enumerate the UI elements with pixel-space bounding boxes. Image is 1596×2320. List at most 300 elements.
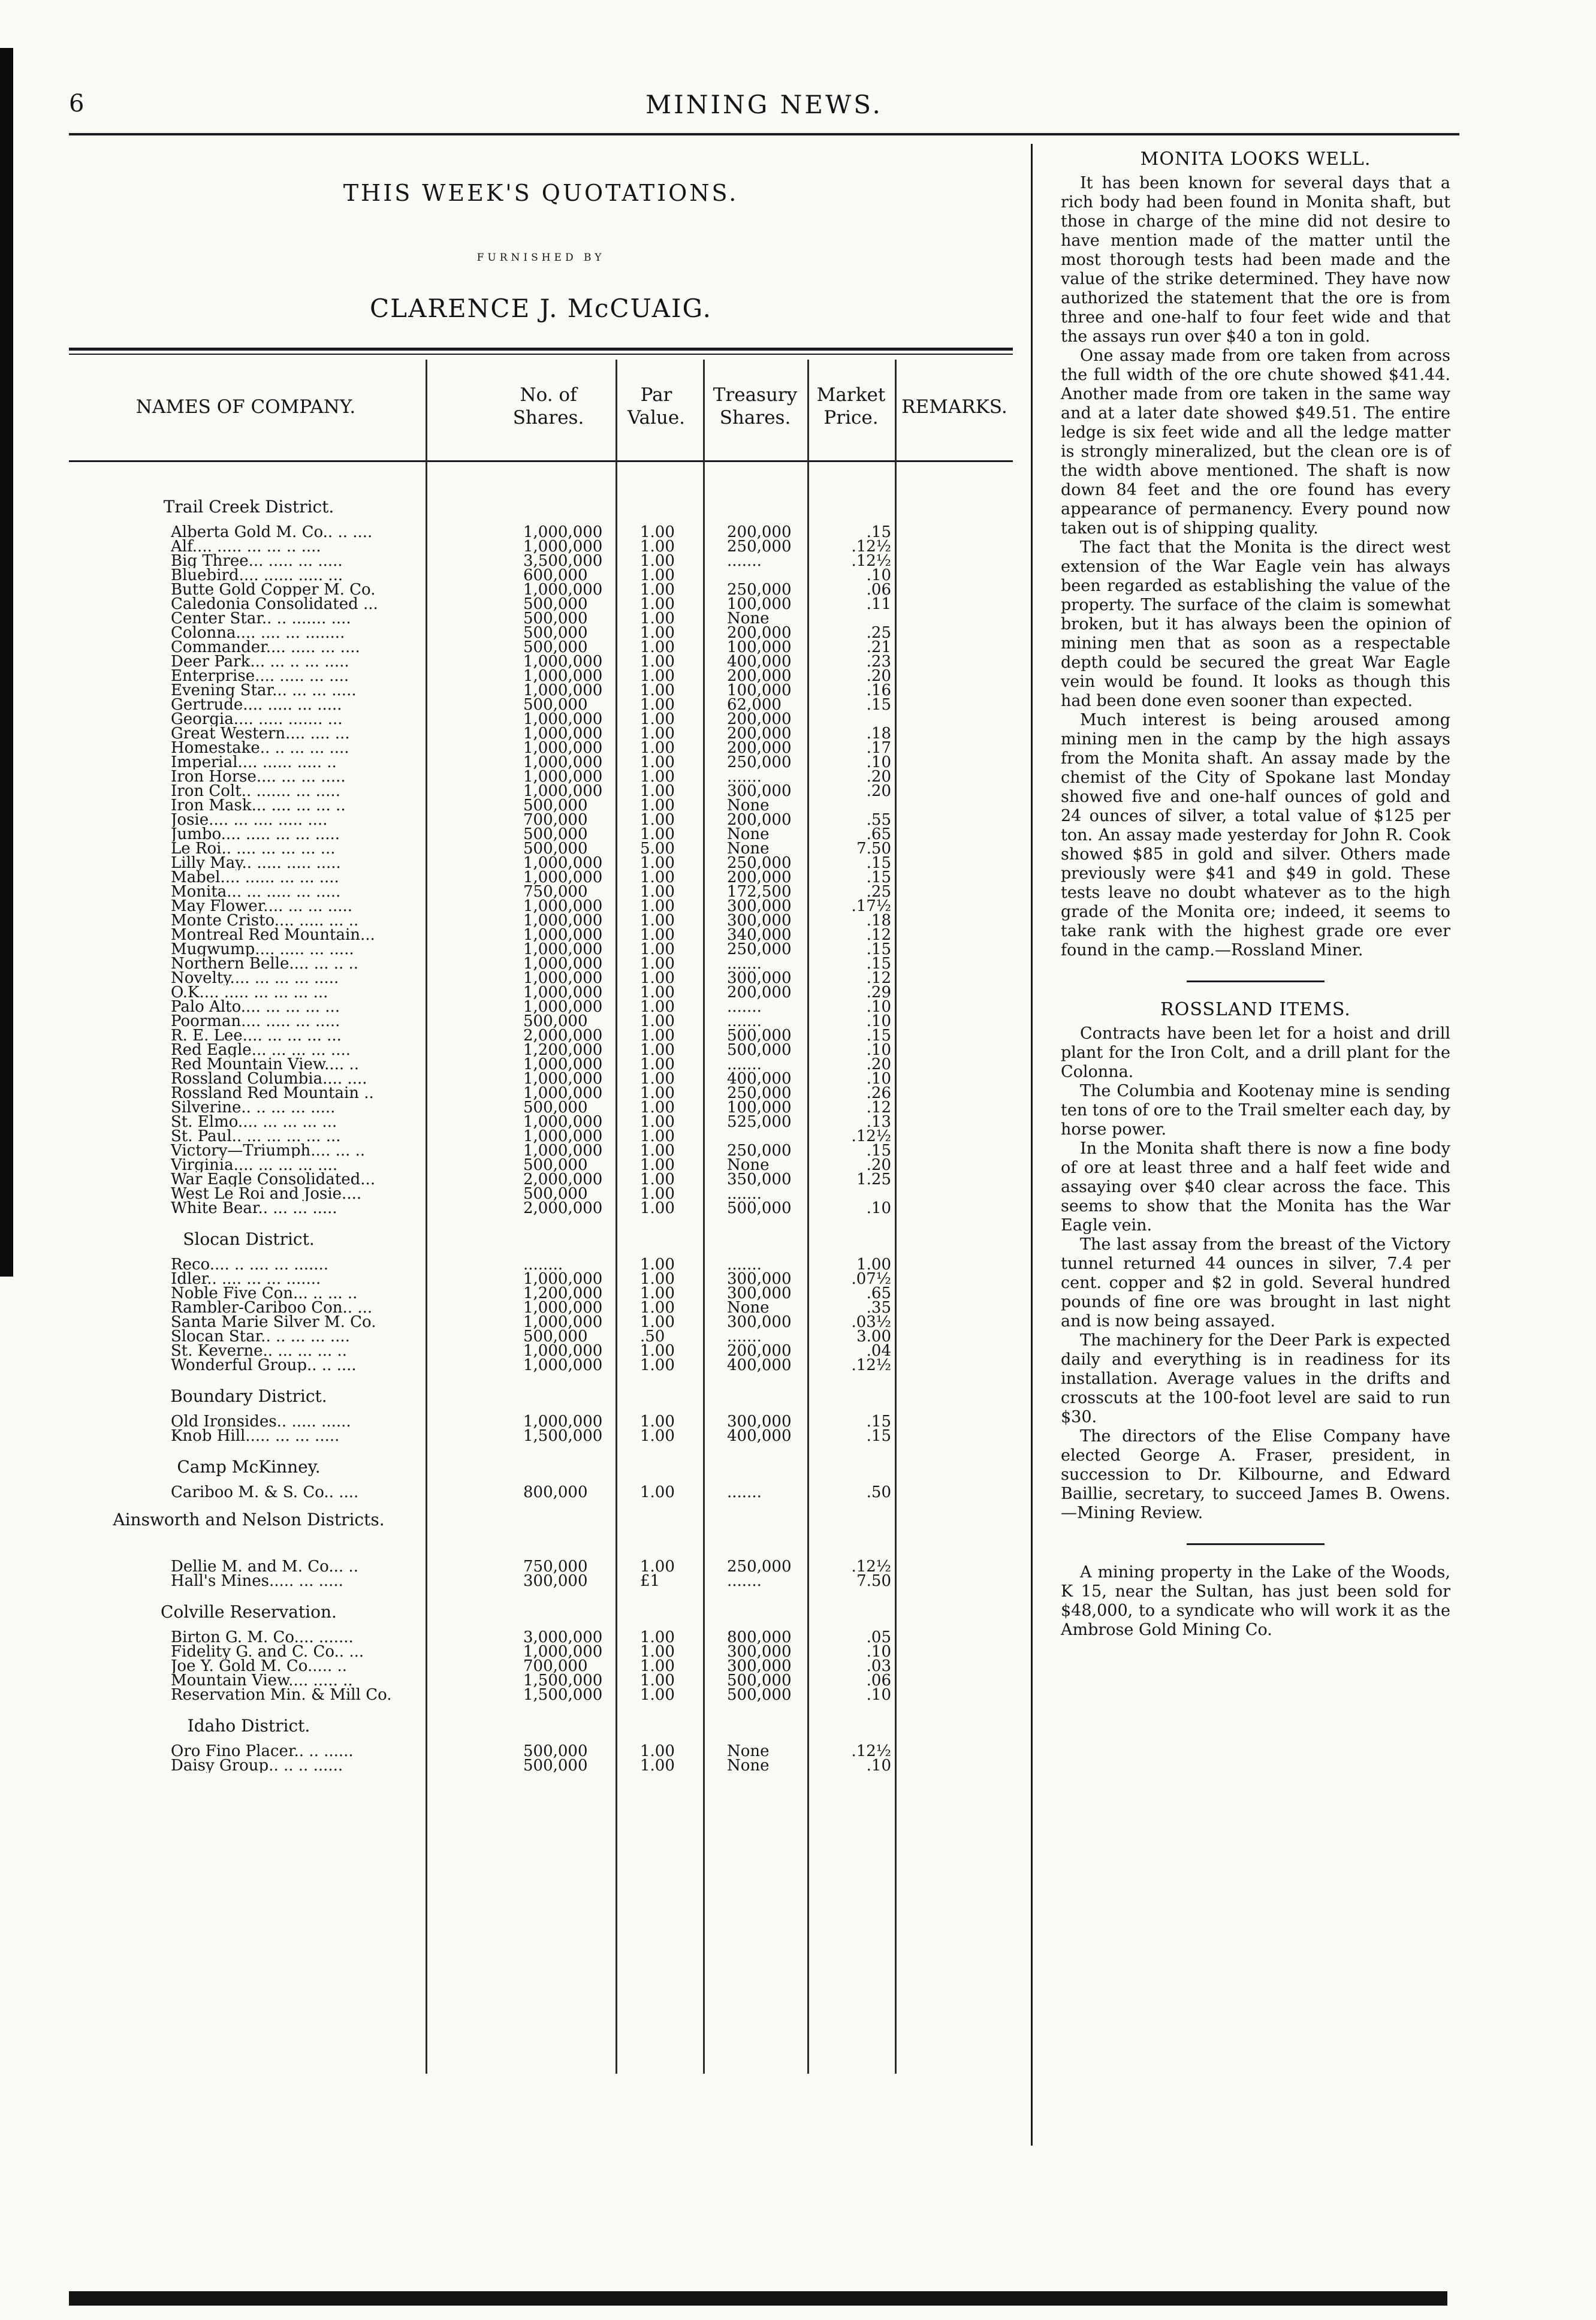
par-value: 1.00: [640, 1301, 675, 1315]
market-price: .26: [866, 1086, 891, 1100]
table-row: [69, 913, 1013, 928]
treasury-value: 500,000: [727, 1688, 792, 1702]
shares-value: 300,000: [523, 1574, 588, 1588]
par-value: 1.00: [640, 525, 675, 539]
treasury-value: 500,000: [727, 1673, 792, 1688]
par-value: 1.00: [640, 712, 675, 726]
shares-value: 2,000,000: [523, 1172, 603, 1187]
par-value: 1.00: [640, 1758, 675, 1773]
treasury-value: 525,000: [727, 1115, 792, 1129]
shares-value: 1,500,000: [523, 1688, 603, 1702]
shares-value: 500,000: [523, 1744, 588, 1758]
company-name: Birton G. M. Co.... .......: [171, 1630, 354, 1645]
district-name: Idaho District.: [187, 1716, 310, 1736]
market-price: 7.50: [856, 1574, 891, 1588]
table-row: [69, 539, 1013, 554]
treasury-value: 300,000: [727, 1286, 792, 1301]
treasury-value: 250,000: [727, 755, 792, 770]
table-row: [69, 1028, 1013, 1043]
table-row: [69, 784, 1013, 798]
company-name: Palo Alto.... ... ... ... ...: [171, 1000, 340, 1014]
article-paragraph: A mining property in the Lake of the Woods, K 15, near the Sultan, has just been sold for $48,000, to a syndicate who will work it as the Ambrose Gold Mining Co.: [1061, 1563, 1450, 1639]
company-name: Joe Y. Gold M. Co..... ..: [171, 1659, 348, 1673]
par-value: 1.00: [640, 813, 675, 827]
header-market: Market Price.: [816, 384, 886, 429]
table-row: [69, 1000, 1013, 1014]
market-price: .15: [866, 1414, 891, 1429]
treasury-value: 400,000: [727, 1358, 792, 1372]
market-price: 3.00: [856, 1329, 891, 1344]
company-name: Novelty.... ... ... ... .....: [171, 971, 339, 985]
company-name: Northern Belle.... ... .. ..: [171, 957, 359, 971]
header-remarks: REMARKS.: [901, 396, 1007, 418]
par-value: 1.00: [640, 1272, 675, 1286]
market-price: .20: [866, 770, 891, 784]
table-row: [69, 957, 1013, 971]
company-name: Lilly May.. ..... ..... .....: [171, 856, 341, 870]
market-price: .17½: [851, 899, 891, 913]
table-row: [69, 1559, 1013, 1574]
company-name: War Eagle Consolidated...: [171, 1172, 376, 1187]
par-value: 5.00: [640, 841, 675, 856]
table-row: [69, 683, 1013, 698]
shares-value: 1,000,000: [523, 1344, 603, 1358]
par-value: 1.00: [640, 856, 675, 870]
market-price: .20: [866, 1057, 891, 1072]
article-title: MONITA LOOKS WELL.: [1140, 149, 1371, 170]
market-price: .21: [866, 640, 891, 654]
market-price: .04: [866, 1344, 891, 1358]
market-price: .10: [866, 1758, 891, 1773]
shares-value: 1,500,000: [523, 1673, 603, 1688]
market-price: .15: [866, 525, 891, 539]
market-price: .12½: [851, 1129, 891, 1144]
shares-value: 2,000,000: [523, 1028, 603, 1043]
company-name: White Bear.. ... ... .....: [171, 1201, 337, 1215]
par-value: 1.00: [640, 611, 675, 626]
table-row: [69, 597, 1013, 611]
header-rule: [69, 133, 1459, 135]
par-value: 1.00: [640, 798, 675, 813]
par-value: 1.00: [640, 626, 675, 640]
par-value: 1.00: [640, 1659, 675, 1673]
company-name: Iron Horse.... ... ... .....: [171, 770, 346, 784]
article-paragraph: The Columbia and Kootenay mine is sending ten tons of ore to the Trail smelter each day, by horse power.: [1061, 1082, 1450, 1139]
par-value: 1.00: [640, 1688, 675, 1702]
article-separator: [1187, 1543, 1325, 1545]
table-row: [69, 741, 1013, 755]
company-name: Big Three... ..... ... .....: [171, 554, 343, 568]
company-name: May Flower.... ... ... .....: [171, 899, 353, 913]
table-row: [69, 1014, 1013, 1028]
par-value: 1.00: [640, 1315, 675, 1329]
par-value: 1.00: [640, 640, 675, 654]
par-value: 1.00: [640, 683, 675, 698]
market-price: .18: [866, 913, 891, 928]
section-heading: [69, 1702, 1013, 1744]
treasury-value: 800,000: [727, 1630, 792, 1645]
shares-value: 500,000: [523, 798, 588, 813]
table-row: [69, 813, 1013, 827]
market-price: .10: [866, 1072, 891, 1086]
shares-value: 500,000: [523, 1100, 588, 1115]
treasury-value: .......: [727, 1329, 762, 1344]
table-row: [69, 1129, 1013, 1144]
company-name: Old Ironsides.. ..... ......: [171, 1414, 351, 1429]
company-name: Montreal Red Mountain...: [171, 928, 375, 942]
section-heading: [69, 1588, 1013, 1630]
table-row: [69, 669, 1013, 683]
market-price: .29: [866, 985, 891, 1000]
par-value: 1.00: [640, 1286, 675, 1301]
market-price: .15: [866, 1429, 891, 1443]
company-name: Rambler-Cariboo Con.. ...: [171, 1301, 373, 1315]
shares-value: 1,000,000: [523, 913, 603, 928]
table-row: [69, 841, 1013, 856]
company-name: Caledonia Consolidated ...: [171, 597, 378, 611]
article-paragraph: The last assay from the breast of the Victory tunnel returned 44 ounces in silver, 7.4 per cent. copper and $2 in gold. Several hundred pounds of fine ore was brought in last night and is now being assayed.: [1061, 1235, 1450, 1331]
par-value: 1.00: [640, 1115, 675, 1129]
section-heading: [69, 1372, 1013, 1414]
table-row: [69, 870, 1013, 885]
treasury-value: .......: [727, 554, 762, 568]
market-price: .03: [866, 1659, 891, 1673]
par-value: 1.00: [640, 1100, 675, 1115]
treasury-value: .......: [727, 1485, 762, 1500]
district-name: Camp McKinney.: [177, 1457, 321, 1477]
market-price: .50: [866, 1485, 891, 1500]
article-paragraph: The directors of the Elise Company have elected George A. Fraser, president, in succession to Dr. Kilbourne, and Edward Baillie, secretary, to succeed James B. Owens.—Mining Review.: [1061, 1427, 1450, 1522]
par-value: 1.00: [640, 1144, 675, 1158]
article-separator: [1187, 981, 1325, 982]
treasury-value: None: [727, 798, 770, 813]
treasury-value: 500,000: [727, 1043, 792, 1057]
market-price: .10: [866, 1000, 891, 1014]
treasury-value: 400,000: [727, 1429, 792, 1443]
table-row: [69, 1158, 1013, 1172]
market-price: .20: [866, 669, 891, 683]
company-name: Red Eagle... ... ... ... ....: [171, 1043, 351, 1057]
shares-value: 1,000,000: [523, 1315, 603, 1329]
market-price: .03½: [851, 1315, 891, 1329]
market-price: 7.50: [856, 841, 891, 856]
table-row: [69, 626, 1013, 640]
column-divider: [1031, 144, 1033, 2146]
treasury-value: .......: [727, 1187, 762, 1201]
shares-value: 1,000,000: [523, 726, 603, 741]
shares-value: 700,000: [523, 813, 588, 827]
shares-value: 500,000: [523, 841, 588, 856]
company-name: Noble Five Con... .. ... ..: [171, 1286, 358, 1301]
treasury-value: 250,000: [727, 942, 792, 957]
table-row: [69, 1673, 1013, 1688]
market-price: 1.00: [856, 1257, 891, 1272]
article-paragraph: It has been known for several days that a rich body had been found in Monita shaft, but those in charge of the mine did not desire to have mention made of the matter until the most thorough tests had been made and the value of the strike determined. They have now authorized the statement that the ore is from three and one-half to four feet wide and that the assays run over $40 a ton in gold.: [1061, 174, 1450, 346]
par-value: 1.00: [640, 1645, 675, 1659]
table-row: [69, 640, 1013, 654]
market-price: .15: [866, 1028, 891, 1043]
quotations-title: THIS WEEK'S QUOTATIONS.: [343, 180, 739, 206]
treasury-value: None: [727, 827, 770, 841]
district-name: Slocan District.: [183, 1229, 315, 1249]
market-price: .55: [866, 813, 891, 827]
company-name: Poorman.... ..... ... .....: [171, 1014, 340, 1028]
market-price: .10: [866, 755, 891, 770]
treasury-value: 200,000: [727, 985, 792, 1000]
section-heading: [69, 1215, 1013, 1257]
treasury-value: 350,000: [727, 1172, 792, 1187]
market-price: .12: [866, 1100, 891, 1115]
market-price: .06: [866, 1673, 891, 1688]
table-row: [69, 899, 1013, 913]
market-price: .12½: [851, 1744, 891, 1758]
company-name: St. Elmo.... ... ... ... ...: [171, 1115, 337, 1129]
shares-value: 1,000,000: [523, 1057, 603, 1072]
treasury-value: None: [727, 1758, 770, 1773]
table-row: [69, 525, 1013, 539]
market-price: .16: [866, 683, 891, 698]
treasury-value: None: [727, 841, 770, 856]
table-row: [69, 1100, 1013, 1115]
treasury-value: 300,000: [727, 913, 792, 928]
shares-value: 1,000,000: [523, 1000, 603, 1014]
company-name: Monte Cristo.... ..... ... ..: [171, 913, 359, 928]
company-name: Reservation Min. & Mill Co.: [171, 1688, 392, 1702]
market-price: .05: [866, 1630, 891, 1645]
company-name: Mabel.... ...... ... ... ....: [171, 870, 339, 885]
treasury-value: 200,000: [727, 726, 792, 741]
treasury-value: 100,000: [727, 597, 792, 611]
company-name: Virginia.... ... ... ... ....: [171, 1158, 338, 1172]
table-row: [69, 1286, 1013, 1301]
table-row: [69, 827, 1013, 841]
company-name: Fidelity G. and C. Co.. ...: [171, 1645, 364, 1659]
par-value: 1.00: [640, 568, 675, 583]
company-name: Alberta Gold M. Co.. .. ....: [171, 525, 373, 539]
par-value: 1.00: [640, 654, 675, 669]
table-row: [69, 1043, 1013, 1057]
par-value: 1.00: [640, 1000, 675, 1014]
treasury-value: 200,000: [727, 525, 792, 539]
par-value: 1.00: [640, 1129, 675, 1144]
shares-value: 1,000,000: [523, 899, 603, 913]
table-row: [69, 1659, 1013, 1673]
market-price: 1.25: [856, 1172, 891, 1187]
company-name: Jumbo.... ..... ... ... .....: [171, 827, 340, 841]
par-value: £1: [640, 1574, 660, 1588]
company-name: Cariboo M. & S. Co.. ....: [171, 1485, 359, 1500]
par-value: 1.00: [640, 755, 675, 770]
district-name: Colville Reservation.: [161, 1602, 337, 1622]
company-name: Oro Fino Placer.. .. ......: [171, 1744, 354, 1758]
market-price: .20: [866, 784, 891, 798]
company-name: Georgia.... ..... ....... ...: [171, 712, 343, 726]
table-row: [69, 1115, 1013, 1129]
shares-value: 1,000,000: [523, 985, 603, 1000]
shares-value: 1,000,000: [523, 712, 603, 726]
treasury-value: 200,000: [727, 712, 792, 726]
shares-value: 1,000,000: [523, 1086, 603, 1100]
company-name: Victory—Triumph.... ... ..: [171, 1144, 366, 1158]
company-name: West Le Roi and Josie....: [171, 1187, 362, 1201]
header-bottom-rule: [69, 460, 1013, 462]
shares-value: 1,000,000: [523, 1072, 603, 1086]
company-name: Hall's Mines..... ... .....: [171, 1574, 343, 1588]
treasury-value: 200,000: [727, 741, 792, 755]
table-row: [69, 568, 1013, 583]
table-row: [69, 1057, 1013, 1072]
shares-value: 500,000: [523, 1329, 588, 1344]
par-value: 1.00: [640, 1744, 675, 1758]
shares-value: 750,000: [523, 885, 588, 899]
treasury-value: 62,000: [727, 698, 782, 712]
par-value: 1.00: [640, 1014, 675, 1028]
page-header: [69, 90, 1459, 132]
treasury-value: 300,000: [727, 1272, 792, 1286]
company-name: Knob Hill..... ... ... .....: [171, 1429, 340, 1443]
par-value: 1.00: [640, 913, 675, 928]
table-row: [69, 985, 1013, 1000]
company-name: Center Star.. .. ....... ....: [171, 611, 351, 626]
shares-value: 1,000,000: [523, 1301, 603, 1315]
shares-value: ........: [523, 1257, 563, 1272]
par-value: 1.00: [640, 770, 675, 784]
company-name: R. E. Lee.... ... ... ... ...: [171, 1028, 342, 1043]
table-row: [69, 1329, 1013, 1344]
table-row: [69, 726, 1013, 741]
company-name: Monita... ... ..... ... .....: [171, 885, 341, 899]
par-value: 1.00: [640, 1485, 675, 1500]
market-price: .13: [866, 1115, 891, 1129]
treasury-value: 250,000: [727, 539, 792, 554]
treasury-value: .......: [727, 1057, 762, 1072]
par-value: 1.00: [640, 669, 675, 683]
company-name: Bluebird.... ...... ..... ...: [171, 568, 343, 583]
shares-value: 500,000: [523, 1758, 588, 1773]
shares-value: 1,000,000: [523, 770, 603, 784]
company-name: Mountain View.... ..... ..: [171, 1673, 353, 1688]
company-name: Reco.... .. .... ... .......: [171, 1257, 329, 1272]
shares-value: 500,000: [523, 640, 588, 654]
furnisher-name: CLARENCE J. McCUAIG.: [370, 294, 712, 323]
treasury-value: 100,000: [727, 640, 792, 654]
market-price: .15: [866, 1144, 891, 1158]
shares-value: 1,000,000: [523, 870, 603, 885]
section-heading: [69, 483, 1013, 525]
treasury-value: None: [727, 1744, 770, 1758]
par-value: 1.00: [640, 1201, 675, 1215]
treasury-value: 100,000: [727, 1100, 792, 1115]
district-name: Ainsworth and Nelson Districts.: [113, 1510, 385, 1529]
market-price: .15: [866, 698, 891, 712]
treasury-value: 300,000: [727, 1659, 792, 1673]
par-value: 1.00: [640, 1086, 675, 1100]
par-value: 1.00: [640, 870, 675, 885]
company-name: Commander.... ..... ... ....: [171, 640, 360, 654]
market-price: .18: [866, 726, 891, 741]
shares-value: 1,000,000: [523, 654, 603, 669]
treasury-value: 250,000: [727, 856, 792, 870]
market-price: .23: [866, 654, 891, 669]
market-price: .10: [866, 1688, 891, 1702]
par-value: 1.00: [640, 1559, 675, 1574]
company-name: Deer Park... ... .. ... .....: [171, 654, 349, 669]
treasury-value: .......: [727, 957, 762, 971]
par-value: 1.00: [640, 1028, 675, 1043]
treasury-value: 300,000: [727, 1315, 792, 1329]
treasury-value: 400,000: [727, 1072, 792, 1086]
district-name: Boundary District.: [170, 1386, 327, 1406]
par-value: 1.00: [640, 885, 675, 899]
treasury-value: 100,000: [727, 683, 792, 698]
company-name: Santa Marie Silver M. Co.: [171, 1315, 376, 1329]
par-value: 1.00: [640, 726, 675, 741]
treasury-value: 300,000: [727, 971, 792, 985]
treasury-value: 300,000: [727, 1645, 792, 1659]
market-price: .12½: [851, 539, 891, 554]
par-value: 1.00: [640, 899, 675, 913]
company-name: Slocan Star.. .. ... ... ....: [171, 1329, 350, 1344]
header-treasury: Treasury Shares.: [713, 384, 798, 429]
article-title: ROSSLAND ITEMS.: [1160, 999, 1351, 1020]
header-shares: No. of Shares.: [512, 384, 584, 429]
market-price: .17: [866, 741, 891, 755]
company-name: Imperial.... ...... ..... ..: [171, 755, 337, 770]
table-row: [69, 1144, 1013, 1158]
shares-value: 1,000,000: [523, 928, 603, 942]
treasury-value: 250,000: [727, 1144, 792, 1158]
market-price: .12: [866, 928, 891, 942]
market-price: .65: [866, 1286, 891, 1301]
table-row: [69, 611, 1013, 626]
table-row: [69, 971, 1013, 985]
par-value: 1.00: [640, 741, 675, 755]
page-number: 6: [69, 90, 85, 117]
company-name: Great Western.... .... ...: [171, 726, 350, 741]
table-row: [69, 1758, 1013, 1773]
company-name: Iron Mask... .... ... ... ..: [171, 798, 346, 813]
table-row: [69, 755, 1013, 770]
shares-value: 500,000: [523, 1158, 588, 1172]
market-price: .12½: [851, 1358, 891, 1372]
market-price: .12: [866, 971, 891, 985]
company-name: Rossland Columbia.... ....: [171, 1072, 367, 1086]
header-company: NAMES OF COMPANY.: [135, 396, 356, 418]
treasury-value: 200,000: [727, 626, 792, 640]
treasury-value: 200,000: [727, 870, 792, 885]
shares-value: 1,000,000: [523, 525, 603, 539]
shares-value: 1,000,000: [523, 784, 603, 798]
table-row: [69, 698, 1013, 712]
header-par: Par Value.: [627, 384, 686, 429]
table-row: [69, 1574, 1013, 1588]
article-paragraph: The machinery for the Deer Park is expected daily and everything is in readiness for its installation. Average values in the drifts and crosscuts at the 100-foot level are said to run $30.: [1061, 1331, 1450, 1426]
market-price: .15: [866, 957, 891, 971]
table-top-rule: [69, 348, 1013, 351]
market-price: .65: [866, 827, 891, 841]
market-price: .25: [866, 626, 891, 640]
par-value: 1.00: [640, 1358, 675, 1372]
treasury-value: 250,000: [727, 583, 792, 597]
table-row: [69, 1201, 1013, 1215]
par-value: 1.00: [640, 1043, 675, 1057]
table-row: [69, 1086, 1013, 1100]
treasury-value: 340,000: [727, 928, 792, 942]
shares-value: 500,000: [523, 597, 588, 611]
table-row: [69, 770, 1013, 784]
shares-value: 1,000,000: [523, 971, 603, 985]
shares-value: 500,000: [523, 626, 588, 640]
